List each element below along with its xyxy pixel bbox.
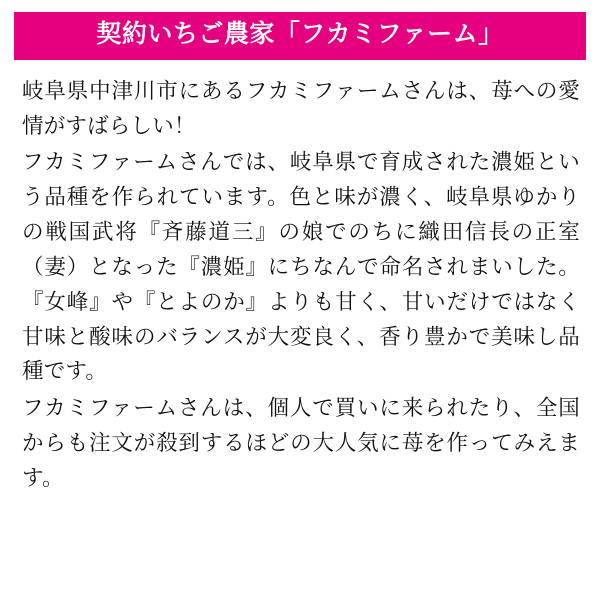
body-copy bbox=[14, 74, 586, 496]
paragraph-2: フカミファームさんでは、岐阜県で育成された濃姫という品種を作られています。色と味が濃く、岐阜県ゆかりの戦国武将『斉藤道三』の娘でのちに織田信長の正室（妻）となった『濃姫』にちなんで命名されまいした。『女峰』や『とよのか』よりも甘く、甘いだけではなく甘味と酸味のバランスが大変良く、香り豊かで美味し品種です。 bbox=[22, 150, 580, 384]
paragraph-1: 岐阜県中津川市にあるフカミファームさんは、苺への愛情がすばらしい！ bbox=[22, 78, 580, 138]
paragraph-3: フカミファームさんは、個人で買いに来られたり、全国からも注文が殺到するほどの大人気に苺を作ってみえます。 bbox=[22, 396, 580, 490]
page-title: 契約いちご農家「フカミファーム」 bbox=[14, 12, 586, 60]
